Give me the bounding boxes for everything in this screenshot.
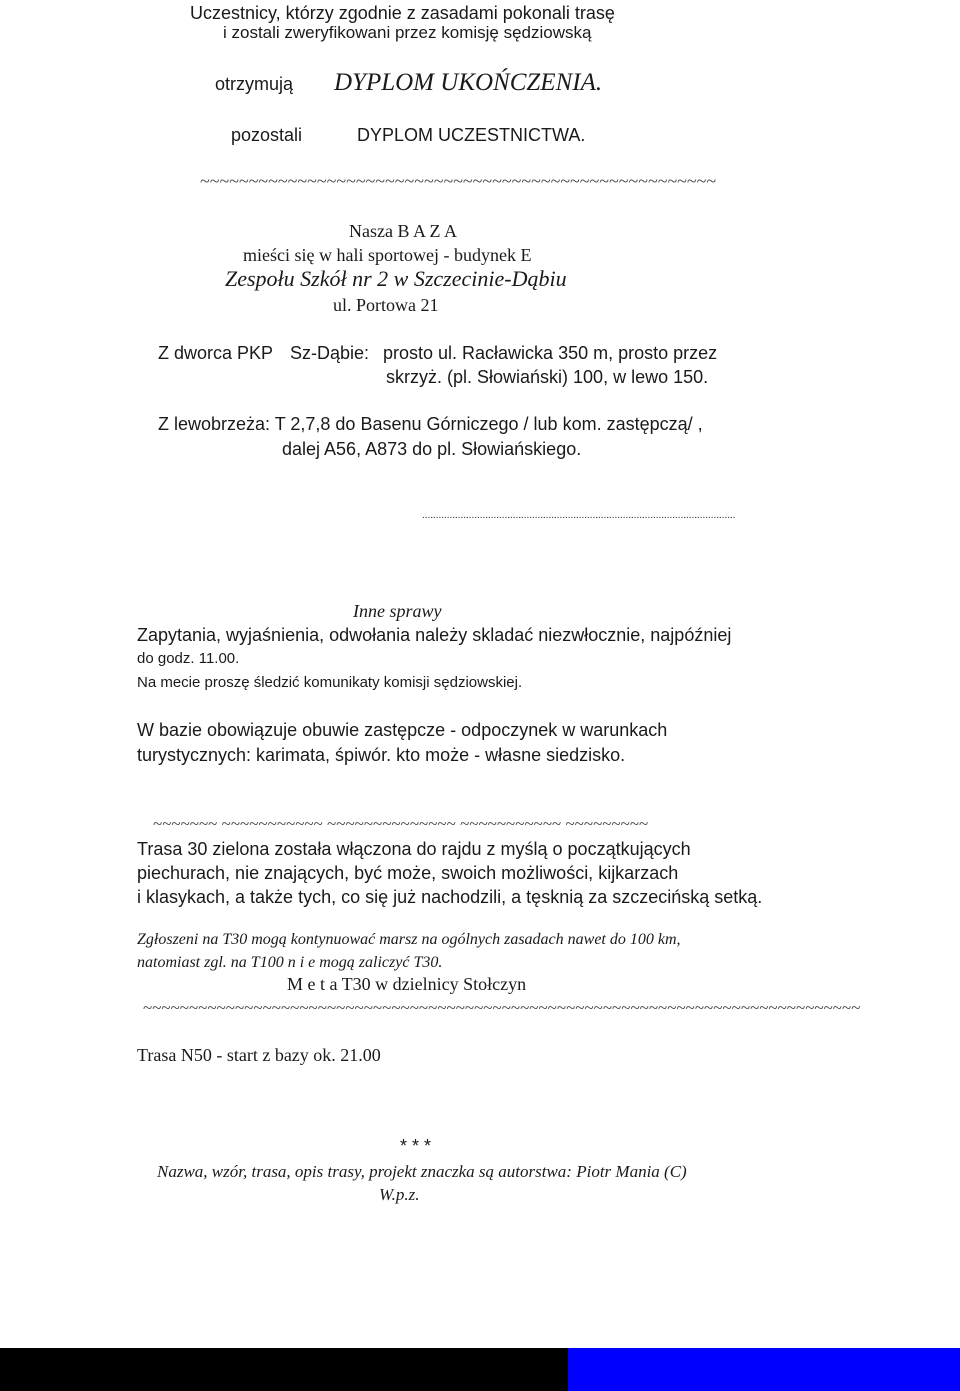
- directions-pkp-station: Sz-Dąbie:: [290, 343, 370, 363]
- other-line-5: turystycznych: karimata, śpiwór. kto może - własne siedzisko.: [137, 745, 626, 765]
- t30-line-1: Trasa 30 zielona została włączona do rajdu z myślą o początkujących: [137, 839, 691, 859]
- other-line-1: Zapytania, wyjaśnienia, odwołania należy skladać niezwłocznie, najpóźniej: [137, 625, 732, 645]
- n50-start: Trasa N50 - start z bazy ok. 21.00: [137, 1045, 381, 1065]
- footer-bar-black: [0, 1348, 568, 1391]
- other-line-4: W bazie obowiązuje obuwie zastępcze - odpoczynek w warunkach: [137, 720, 668, 740]
- diploma-completion: DYPLOM UKOŃCZENIA.: [334, 69, 603, 96]
- t30-note-2: natomiast zgl. na T100 n i e mogą zaliczyć T30.: [137, 954, 443, 971]
- receive-label: otrzymują: [215, 74, 294, 94]
- directions-pkp-cont: skrzyż. (pl. Słowiański) 100, w lewo 150.: [386, 367, 709, 387]
- other-heading: Inne sprawy: [353, 601, 442, 621]
- divider-tilde-1: ~~~~~~~~~~~~~~~~~~~~~~~~~~~~~~~~~~~~~~~~~~~~~~~~~~~~~: [200, 171, 717, 191]
- t30-line-3: i klasykach, a także tych, co się już nachodzili, a tęsknią za szczecińską setką.: [137, 887, 763, 907]
- diploma-participation: DYPLOM UCZESTNICTWA.: [357, 125, 586, 145]
- footer-bar-blue: [568, 1348, 960, 1391]
- t30-line-2: piechurach, nie znających, być może, swoich możliwości, kijkarzach: [137, 863, 679, 883]
- directions-pkp-text: prosto ul. Racławicka 350 m, prosto przez: [383, 343, 718, 363]
- intro-line-2: i zostali zweryfikowani przez komisję sędziowską: [223, 23, 592, 42]
- other-line-3: Na mecie proszę śledzić komunikaty komisji sędziowskiej.: [137, 674, 523, 691]
- other-line-2: do godz. 11.00.: [137, 650, 240, 667]
- directions-left-bank: Z lewobrzeża: T 2,7,8 do Basenu Górniczego / lub kom. zastępczą/ ,: [158, 414, 703, 434]
- dotted-separator: ..................................................................................................................: [422, 509, 736, 521]
- directions-left-bank-cont: dalej A56, A873 do pl. Słowiańskiego.: [282, 439, 582, 459]
- divider-tilde-3: ~~~~~~~~~~~~~~~~~~~~~~~~~~~~~~~~~~~~~~~~~~~~~~~~~~~~~~~~~~~~~~~~~~~~~~~~~~~~~~: [143, 998, 861, 1017]
- t30-note-1: Zgłoszeni na T30 mogą kontynuować marsz na ogólnych zasadach nawet do 100 km,: [137, 931, 681, 948]
- base-line-2: Zespołu Szkół nr 2 w Szczecinie-Dąbiu: [225, 266, 567, 291]
- base-address: ul. Portowa 21: [333, 295, 439, 315]
- footer-credits: Nazwa, wzór, trasa, opis trasy, projekt znaczka są autorstwa: Piotr Mania (C): [157, 1162, 687, 1181]
- intro-line-1: Uczestnicy, którzy zgodnie z zasadami pokonali trasę: [190, 3, 615, 23]
- base-line-1: mieści się w hali sportowej - budynek E: [243, 245, 532, 265]
- others-label: pozostali: [231, 125, 303, 145]
- divider-tilde-2: ~~~~~~~ ~~~~~~~~~~~ ~~~~~~~~~~~~~~ ~~~~~~~~~~~ ~~~~~~~~~: [153, 814, 649, 833]
- base-title: Nasza B A Z A: [349, 221, 457, 241]
- t30-finish: M e t a T30 w dzielnicy Stołczyn: [287, 974, 527, 994]
- footer-wpz: W.p.z.: [379, 1185, 420, 1204]
- directions-pkp-prefix: Z dworca PKP: [158, 343, 274, 363]
- footer-stars: * * *: [400, 1136, 432, 1156]
